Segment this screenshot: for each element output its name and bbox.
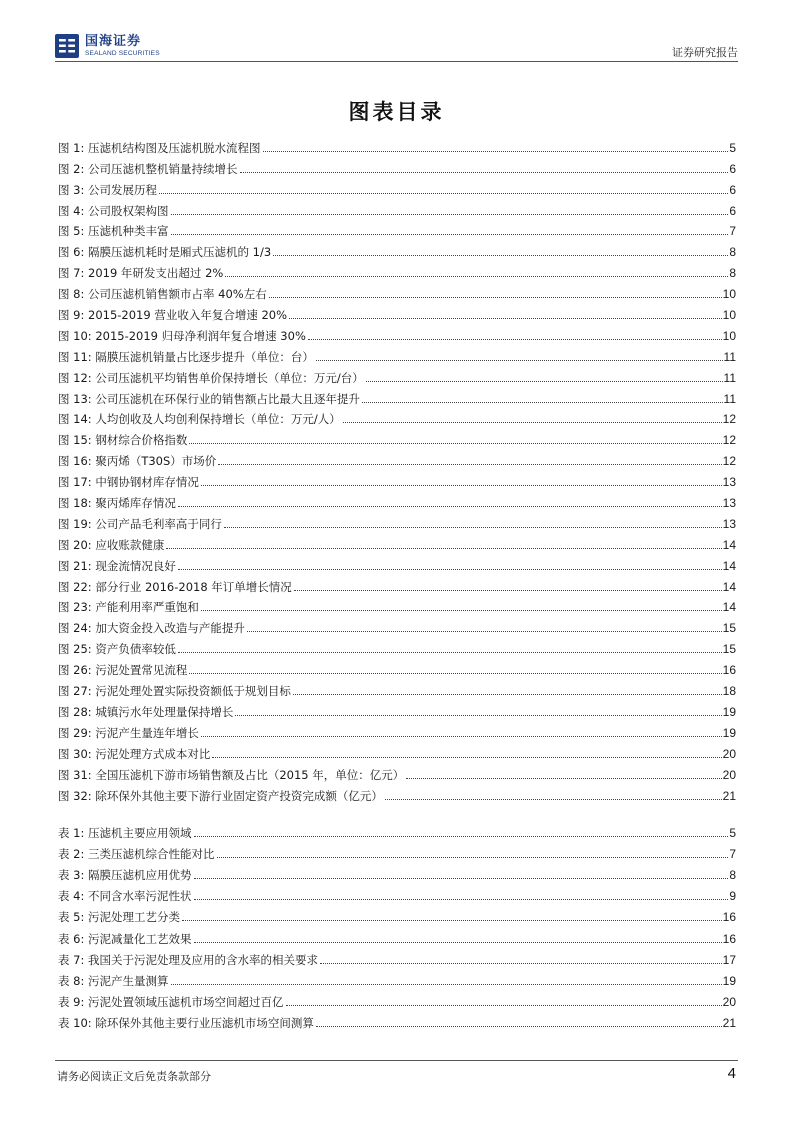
figure-entry[interactable] — [58, 614, 736, 635]
entry-title: 图 15: 钢材综合价格指数 — [58, 433, 188, 448]
entry-title: 图 30: 污泥处理方式成本对比 — [58, 746, 211, 761]
dot-leader — [343, 422, 722, 423]
entry-page-number: 6 — [729, 203, 736, 218]
figure-entry[interactable] — [58, 406, 736, 427]
entry-page-number: 7 — [729, 224, 736, 239]
dot-leader — [224, 527, 722, 528]
entry-title: 图 2: 公司压滤机整机销量持续增长 — [58, 161, 238, 176]
entry-page-number: 14 — [722, 558, 736, 573]
entry-page-number: 21 — [722, 788, 736, 803]
page-number: 4 — [727, 1065, 736, 1082]
dot-leader — [194, 942, 722, 943]
dot-leader — [406, 778, 721, 779]
figure-entry[interactable] — [58, 259, 736, 280]
figure-entry[interactable] — [58, 343, 736, 364]
figure-entry[interactable] — [58, 426, 736, 447]
table-entry[interactable] — [58, 882, 736, 903]
entry-title: 图 25: 资产负债率较低 — [58, 642, 176, 657]
dot-leader — [171, 984, 722, 985]
figure-entry[interactable] — [58, 301, 736, 322]
disclaimer-note: 请务必阅读正文后免责条款部分 — [57, 1070, 211, 1083]
figure-entry[interactable] — [58, 698, 736, 719]
entry-title: 图 5: 压滤机种类丰富 — [58, 224, 169, 239]
entry-page-number: 20 — [722, 994, 736, 1009]
entry-page-number: 11 — [723, 349, 736, 364]
dot-leader — [189, 673, 721, 674]
brand-name-en: SEALAND SECURITIES — [85, 50, 160, 57]
dot-leader — [194, 878, 729, 879]
company-logo — [55, 34, 245, 62]
table-entry[interactable] — [58, 903, 736, 924]
entry-title: 表 4: 不同含水率污泥性状 — [58, 889, 192, 904]
entry-page-number: 5 — [729, 826, 736, 841]
entry-title: 图 13: 公司压滤机在环保行业的销售额占比最大且逐年提升 — [58, 391, 360, 406]
entry-page-number: 6 — [729, 161, 736, 176]
entry-page-number: 5 — [729, 140, 736, 155]
entry-page-number: 13 — [722, 516, 736, 531]
page-header — [55, 30, 738, 62]
entry-page-number: 17 — [722, 952, 736, 967]
dot-leader — [178, 652, 722, 653]
figure-entry[interactable] — [58, 594, 736, 615]
figure-entry[interactable] — [58, 447, 736, 468]
entry-title: 表 8: 污泥产生量测算 — [58, 973, 169, 988]
entry-title: 图 20: 应收账款健康 — [58, 537, 165, 552]
entry-page-number: 13 — [722, 496, 736, 511]
entry-page-number: 6 — [729, 182, 736, 197]
entry-title: 图 10: 2015-2019 归母净利润年复合增速 30% — [58, 328, 306, 343]
dot-leader — [269, 297, 722, 298]
entry-page-number: 10 — [722, 328, 736, 343]
entry-title: 图 29: 污泥产生量连年增长 — [58, 725, 199, 740]
table-entry[interactable] — [58, 988, 736, 1009]
figure-entry[interactable] — [58, 322, 736, 343]
dot-leader — [178, 506, 722, 507]
dot-leader — [166, 548, 721, 549]
figure-entry[interactable] — [58, 238, 736, 259]
entry-title: 图 26: 污泥处置常见流程 — [58, 663, 188, 678]
entry-page-number: 8 — [729, 868, 736, 883]
figure-entry[interactable] — [58, 134, 736, 155]
dot-leader — [316, 360, 723, 361]
entry-title: 表 7: 我国关于污泥处理及应用的含水率的相关要求 — [58, 952, 318, 967]
entry-page-number: 20 — [722, 767, 736, 782]
entry-title: 图 4: 公司股权架构图 — [58, 203, 169, 218]
entry-title: 图 8: 公司压滤机销售额市占率 40%左右 — [58, 287, 267, 302]
entry-page-number: 11 — [723, 391, 736, 406]
table-entry[interactable] — [58, 819, 736, 840]
figure-entry[interactable] — [58, 489, 736, 510]
entry-page-number: 14 — [722, 579, 736, 594]
figure-entry[interactable] — [58, 656, 736, 677]
entry-page-number: 19 — [722, 704, 736, 719]
entry-page-number: 11 — [723, 370, 736, 385]
dot-leader — [201, 610, 722, 611]
entry-title: 表 3: 隔膜压滤机应用优势 — [58, 868, 192, 883]
entry-title: 表 2: 三类压滤机综合性能对比 — [58, 847, 215, 862]
entry-title: 图 17: 中钢协钢材库存情况 — [58, 475, 199, 490]
footer-divider — [55, 1060, 738, 1061]
dot-leader — [308, 339, 722, 340]
dot-leader — [263, 151, 729, 152]
entry-title: 图 14: 人均创收及人均创利保持增长（单位：万元/人） — [58, 412, 341, 427]
entry-title: 图 21: 现金流情况良好 — [58, 558, 176, 573]
dot-leader — [217, 857, 729, 858]
dot-leader — [289, 318, 722, 319]
dot-leader — [385, 799, 722, 800]
table-entry[interactable] — [58, 946, 736, 967]
dot-leader — [235, 715, 721, 716]
entry-title: 图 24: 加大资金投入改造与产能提升 — [58, 621, 245, 636]
entry-title: 图 31: 全国压滤机下游市场销售额及占比（2015 年，单位：亿元） — [58, 767, 405, 782]
header-divider — [55, 61, 738, 62]
entry-page-number: 19 — [722, 973, 736, 988]
dot-leader — [171, 214, 729, 215]
table-entry[interactable] — [58, 861, 736, 882]
dot-leader — [189, 443, 721, 444]
figure-entry[interactable] — [58, 385, 736, 406]
dot-leader — [225, 276, 728, 277]
entry-title: 图 22: 部分行业 2016-2018 年订单增长情况 — [58, 579, 292, 594]
figure-entry[interactable] — [58, 155, 736, 176]
dot-leader — [293, 694, 722, 695]
dot-leader — [201, 736, 722, 737]
report-type-label: 证券研究报告 — [672, 46, 738, 59]
figure-entry[interactable] — [58, 531, 736, 552]
dot-leader — [294, 590, 722, 591]
entry-page-number: 15 — [722, 642, 736, 657]
entry-title: 图 9: 2015-2019 营业收入年复合增速 20% — [58, 308, 288, 323]
figure-list — [58, 134, 736, 803]
dot-leader — [362, 402, 723, 403]
entry-page-number: 8 — [729, 245, 736, 260]
entry-page-number: 16 — [722, 663, 736, 678]
dot-leader — [366, 381, 723, 382]
entry-title: 表 5: 污泥处理工艺分类 — [58, 910, 181, 925]
figure-entry[interactable] — [58, 176, 736, 197]
brand-name-cn: 国海证券 — [85, 34, 142, 49]
entry-title: 图 27: 污泥处理处置实际投资额低于规划目标 — [58, 684, 291, 699]
entry-title: 图 6: 隔膜压滤机耗时是厢式压滤机的 1/3 — [58, 245, 272, 260]
figure-entry[interactable] — [58, 719, 736, 740]
entry-page-number: 21 — [722, 1015, 736, 1030]
entry-title: 图 12: 公司压滤机平均销售单价保持增长（单位：万元/台） — [58, 370, 364, 385]
figure-entry[interactable] — [58, 761, 736, 782]
figure-entry[interactable] — [58, 510, 736, 531]
entry-page-number: 18 — [722, 684, 736, 699]
figure-entry[interactable] — [58, 280, 736, 301]
entry-title: 图 23: 产能利用率严重饱和 — [58, 600, 199, 615]
entry-title: 图 28: 城镇污水年处理量保持增长 — [58, 704, 234, 719]
dot-leader — [178, 569, 722, 570]
dot-leader — [194, 836, 729, 837]
entry-page-number: 14 — [722, 600, 736, 615]
entry-page-number: 19 — [722, 725, 736, 740]
dot-leader — [218, 464, 721, 465]
entry-title: 图 18: 聚丙烯库存情况 — [58, 496, 176, 511]
entry-page-number: 10 — [722, 308, 736, 323]
dot-leader — [194, 899, 729, 900]
page-title: 图表目录 — [348, 100, 445, 124]
dot-leader — [286, 1005, 722, 1006]
entry-title: 图 7: 2019 年研发支出超过 2% — [58, 266, 224, 281]
entry-page-number: 7 — [729, 847, 736, 862]
dot-leader — [182, 920, 722, 921]
entry-page-number: 16 — [722, 910, 736, 925]
figure-entry[interactable] — [58, 218, 736, 239]
entry-page-number: 10 — [722, 287, 736, 302]
entry-title: 图 3: 公司发展历程 — [58, 182, 158, 197]
entry-title: 表 9: 污泥处置领域压滤机市场空间超过百亿 — [58, 994, 284, 1009]
figure-entry[interactable] — [58, 677, 736, 698]
figure-entry[interactable] — [58, 573, 736, 594]
dot-leader — [159, 193, 728, 194]
table-entry[interactable] — [58, 924, 736, 945]
entry-page-number: 14 — [722, 537, 736, 552]
sealand-logo-icon — [55, 34, 79, 58]
dot-leader — [273, 255, 728, 256]
entry-title: 图 19: 公司产品毛利率高于同行 — [58, 516, 222, 531]
table-entry[interactable] — [58, 967, 736, 988]
table-entry[interactable] — [58, 1009, 736, 1030]
figure-entry[interactable] — [58, 782, 736, 803]
entry-page-number: 12 — [722, 412, 736, 427]
entry-title: 表 10: 除环保外其他主要行业压滤机市场空间测算 — [58, 1015, 314, 1030]
entry-page-number: 20 — [722, 746, 736, 761]
dot-leader — [240, 172, 729, 173]
entry-page-number: 12 — [722, 454, 736, 469]
entry-title: 图 1: 压滤机结构图及压滤机脱水流程图 — [58, 140, 261, 155]
entry-page-number: 13 — [722, 475, 736, 490]
figure-entry[interactable] — [58, 635, 736, 656]
figure-entry[interactable] — [58, 197, 736, 218]
figure-entry[interactable] — [58, 468, 736, 489]
entry-page-number: 16 — [722, 931, 736, 946]
dot-leader — [201, 485, 722, 486]
entry-title: 表 6: 污泥减量化工艺效果 — [58, 931, 192, 946]
entry-page-number: 8 — [729, 266, 736, 281]
entry-page-number: 12 — [722, 433, 736, 448]
entry-title: 表 1: 压滤机主要应用领域 — [58, 826, 192, 841]
dot-leader — [247, 631, 722, 632]
entry-title: 图 11: 隔膜压滤机销量占比逐步提升（单位：台） — [58, 349, 314, 364]
figure-entry[interactable] — [58, 364, 736, 385]
dot-leader — [316, 1026, 722, 1027]
entry-page-number: 9 — [729, 889, 736, 904]
entry-page-number: 15 — [722, 621, 736, 636]
dot-leader — [212, 757, 721, 758]
figure-entry[interactable] — [58, 740, 736, 761]
table-list — [58, 819, 736, 1030]
entry-title: 图 16: 聚丙烯（T30S）市场价 — [58, 454, 217, 469]
figure-entry[interactable] — [58, 552, 736, 573]
dot-leader — [320, 963, 722, 964]
table-entry[interactable] — [58, 840, 736, 861]
entry-title: 图 32: 除环保外其他主要下游行业固定资产投资完成额（亿元） — [58, 788, 383, 803]
dot-leader — [171, 234, 729, 235]
